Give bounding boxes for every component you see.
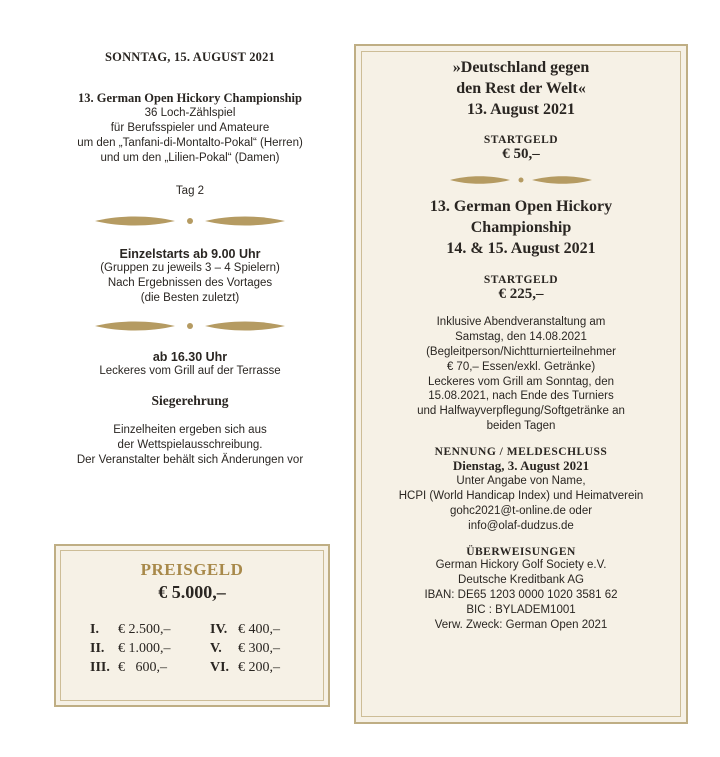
includes-line: € 70,– Essen/exkl. Getränke)	[446, 360, 596, 373]
includes-line: Inklusive Abendveranstaltung am	[436, 315, 606, 328]
rank-label: I.	[90, 621, 99, 637]
rank-label: III.	[90, 659, 110, 675]
deadline-detail	[356, 474, 686, 534]
prize-table	[90, 620, 310, 677]
deadline-date: Dienstag, 3. August 2021	[452, 458, 590, 474]
grill-time-heading: ab 16.30 Uhr	[152, 349, 228, 364]
rank-amount: € 1.000,–	[118, 640, 171, 656]
starts-heading: Einzelstarts ab 9.00 Uhr	[119, 246, 261, 261]
note-line: Der Veranstalter behält sich Änderungen vor	[76, 453, 304, 466]
transfer-heading: ÜBERWEISUNGEN	[466, 546, 576, 559]
transfer-line: Deutsche Kreditbank AG	[458, 573, 584, 586]
notes	[60, 423, 320, 468]
schedule-column	[60, 50, 320, 468]
email-link[interactable]: gohc2021@t-online.de oder	[449, 505, 593, 518]
starts-line: (Gruppen zu jeweils 3 – 4 Spielern)	[100, 261, 280, 274]
transfer-line: BIC : BYLADEM1001	[466, 603, 576, 616]
includes-line: beiden Tagen	[486, 420, 556, 433]
includes-block	[356, 315, 686, 435]
rank-label: V.	[210, 640, 222, 656]
transfer-line: Verw. Zweck: German Open 2021	[434, 618, 608, 631]
transfer-detail	[356, 558, 686, 633]
event2-title-line: Championship	[470, 219, 572, 237]
fee2-value: € 225,–	[498, 285, 544, 302]
note-line: der Wettspielausschreibung.	[117, 438, 263, 451]
rank-amount: € 300,–	[238, 640, 280, 656]
ornament-divider-icon	[90, 318, 290, 334]
note-line: Einzelheiten ergeben sich aus	[113, 423, 267, 436]
includes-line: 15.08.2021, nach Ende des Turniers	[428, 390, 614, 403]
includes-line: (Begleitperson/Nichtturnierteilnehmer	[426, 345, 616, 358]
event1-title-line: 13. August 2021	[466, 100, 576, 118]
prize-row	[90, 639, 310, 658]
description-line: und um den „Lilien-Pokal“ (Damen)	[100, 151, 280, 164]
sunday-date-heading: SONNTAG, 15. AUGUST 2021	[105, 50, 275, 64]
rank-amount: € 2.500,–	[118, 621, 171, 637]
prize-row	[90, 620, 310, 639]
rank-label: VI.	[210, 659, 230, 675]
fee1-label: STARTGELD	[483, 134, 559, 147]
ornament-divider-icon	[90, 213, 290, 229]
prize-row	[90, 658, 310, 677]
panel-content	[356, 58, 686, 633]
event2-title	[356, 197, 686, 259]
day-label: Tag 2	[175, 184, 205, 197]
starts-detail	[60, 261, 320, 306]
includes-line: Samstag, den 14.08.2021	[455, 330, 587, 343]
ornament-divider-icon	[446, 173, 596, 187]
rank-label: II.	[90, 640, 105, 656]
rank-amount: € 400,–	[238, 621, 280, 637]
grill-detail: Leckeres vom Grill auf der Terrasse	[99, 364, 281, 377]
registration-panel	[354, 44, 688, 724]
rank-amount: € 200,–	[238, 659, 280, 675]
fee2-label: STARTGELD	[483, 273, 559, 286]
rank-amount: € 600,–	[118, 659, 167, 675]
ceremony-heading: Siegerehrung	[151, 392, 229, 408]
prize-money-box	[54, 544, 330, 707]
event2-title-line: 13. German Open Hickory	[429, 198, 613, 216]
fee1-value: € 50,–	[502, 146, 540, 163]
event1-title-line: »Deutschland gegen	[452, 59, 590, 76]
description-line: 36 Loch-Zählspiel	[144, 107, 236, 119]
starts-line: Nach Ergebnissen des Vortages	[107, 276, 273, 289]
description-line: um den „Tanfani-di-Montalto-Pokal“ (Herren)	[77, 136, 303, 149]
prize-title: PREISGELD	[140, 560, 244, 579]
event2-title-line: 14. & 15. August 2021	[446, 239, 596, 257]
starts-line: (die Besten zuletzt)	[140, 291, 240, 304]
rank-label: IV.	[210, 621, 228, 637]
prize-total: € 5.000,–	[158, 582, 226, 602]
deadline-line: HCPI (World Handicap Index) und Heimatverein	[398, 490, 644, 503]
includes-line: Leckeres vom Grill am Sonntag, den	[427, 375, 614, 388]
event1-title-line: den Rest der Welt«	[456, 79, 586, 97]
deadline-line: Unter Angabe von Name,	[456, 475, 586, 488]
includes-line: und Halfwayverpflegung/Softgetränke an	[417, 405, 625, 418]
transfer-line: German Hickory Golf Society e.V.	[435, 559, 607, 572]
deadline-heading: NENNUNG / MELDESCHLUSS	[434, 446, 608, 459]
transfer-line: IBAN: DE65 1203 0000 1020 3581 62	[424, 588, 618, 601]
email-link[interactable]: info@olaf-dudzus.de	[468, 520, 574, 533]
event-description	[60, 106, 320, 166]
event1-title	[356, 58, 686, 120]
description-line: für Berufsspieler und Amateure	[110, 121, 270, 134]
event-title: 13. German Open Hickory Championship	[78, 91, 302, 105]
